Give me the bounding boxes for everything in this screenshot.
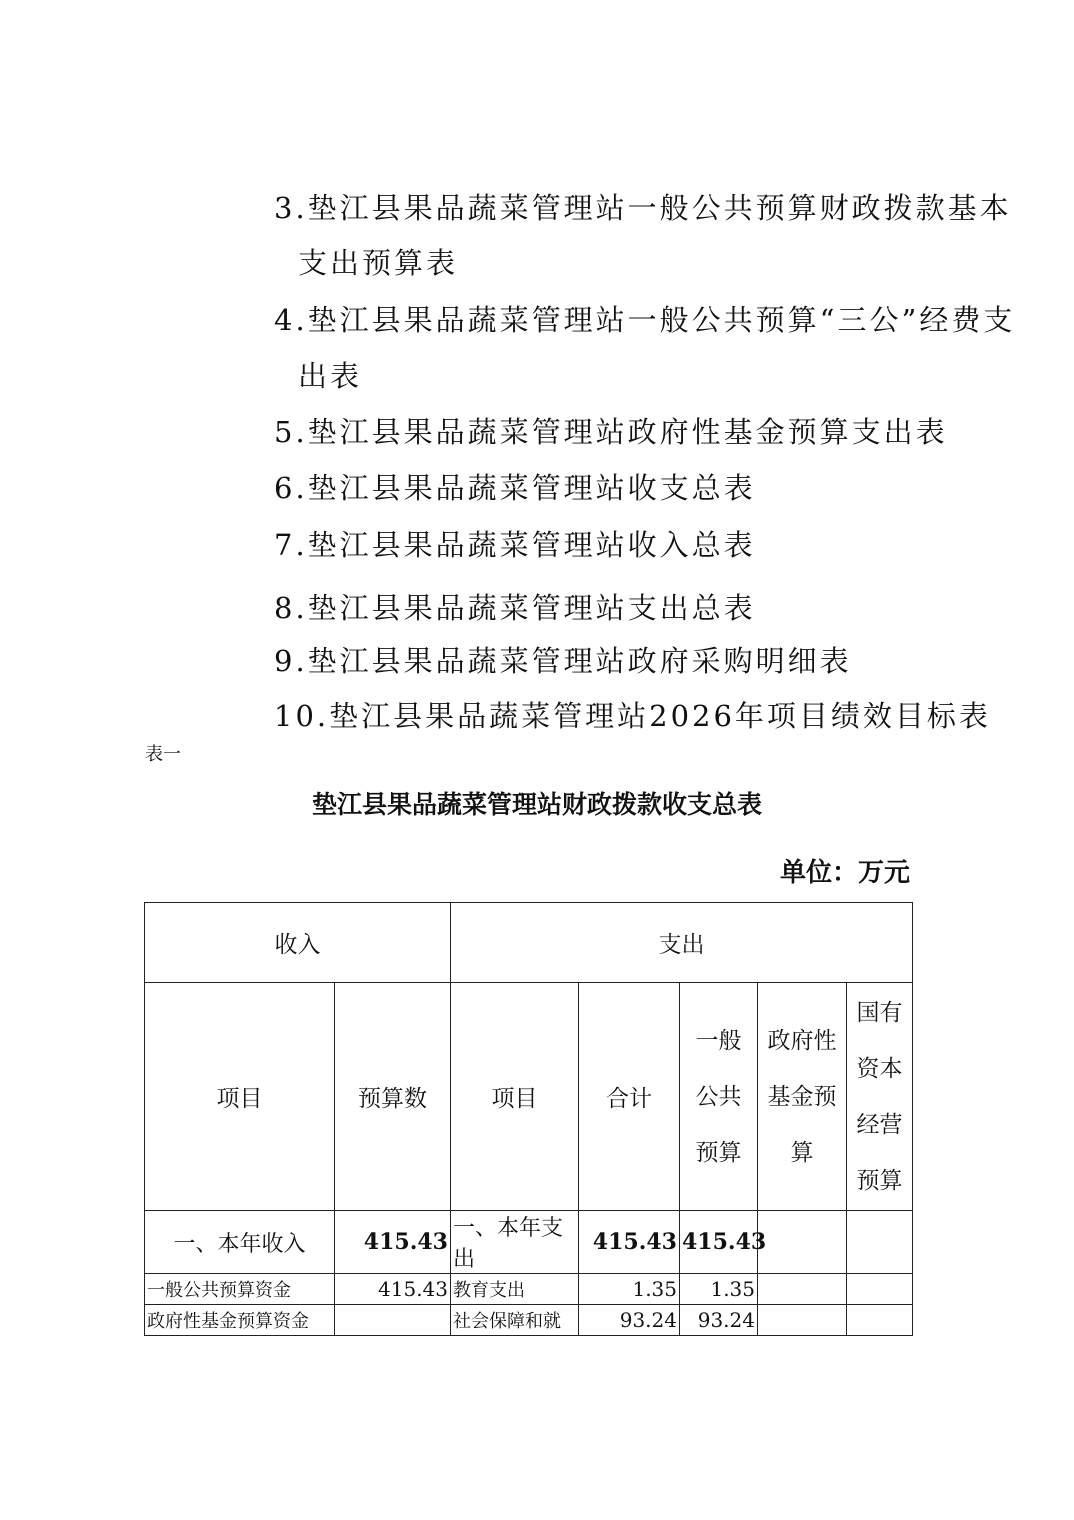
cell-out-item: 教育支出 xyxy=(451,1274,579,1305)
cell-general: 1.35 xyxy=(680,1274,758,1305)
cell-budget: 415.43 xyxy=(335,1274,451,1305)
cell-general: 93.24 xyxy=(680,1305,758,1336)
list-item: 8.垫江县果品蔬菜管理站支出总表 xyxy=(274,591,756,625)
table-row xyxy=(145,1211,913,1274)
header-total: 合计 xyxy=(579,983,680,1211)
cell-budget xyxy=(335,1305,451,1336)
header-gov-fund xyxy=(758,983,847,1211)
list-item: 6.垫江县果品蔬菜管理站收支总表 xyxy=(274,471,756,505)
table-row xyxy=(145,1274,913,1305)
header-text: 预算 xyxy=(695,1139,742,1166)
cell-general: 415.43 xyxy=(680,1211,758,1274)
list-item: 4.垫江县果品蔬菜管理站一般公共预算“三公”经费支 xyxy=(274,303,1016,337)
table-row xyxy=(145,1305,913,1336)
cell-fund xyxy=(758,1211,847,1274)
header-state-capital xyxy=(847,983,913,1211)
list-item: 7.垫江县果品蔬菜管理站收入总表 xyxy=(274,528,756,562)
table-title: 垫江县果品蔬菜管理站财政拨款收支总表 xyxy=(311,790,762,819)
cell-out-item: 社会保障和就 xyxy=(451,1305,579,1336)
header-text: 一般 xyxy=(695,1027,742,1054)
cell-in-item: 一、本年收入 xyxy=(145,1211,335,1274)
cell-fund xyxy=(758,1274,847,1305)
header-text: 算 xyxy=(790,1139,814,1166)
header-text: 公共 xyxy=(695,1083,742,1110)
list-item: 9.垫江县果品蔬菜管理站政府采购明细表 xyxy=(274,644,852,678)
list-item: 10.垫江县果品蔬菜管理站2026年项目绩效目标表 xyxy=(274,699,991,733)
header-text: 预算 xyxy=(856,1167,903,1194)
cell-in-item: 政府性基金预算资金 xyxy=(145,1305,335,1336)
table-label: 表一 xyxy=(145,744,181,765)
header-text: 政府性 xyxy=(767,1027,837,1054)
cell-budget: 415.43 xyxy=(335,1211,451,1274)
cell-total: 1.35 xyxy=(579,1274,680,1305)
cell-total: 415.43 xyxy=(579,1211,680,1274)
header-text: 经营 xyxy=(856,1111,903,1138)
table-column-header xyxy=(145,983,913,1211)
list-item: 5.垫江县果品蔬菜管理站政府性基金预算支出表 xyxy=(274,415,948,449)
header-text: 国有 xyxy=(856,999,903,1026)
table-group-header xyxy=(145,903,913,983)
header-general-budget xyxy=(680,983,758,1211)
budget-table xyxy=(144,902,913,1336)
cell-out-item: 一、本年支出 xyxy=(451,1211,579,1274)
header-text: 基金预 xyxy=(767,1083,837,1110)
list-item: 3.垫江县果品蔬菜管理站一般公共预算财政拨款基本 xyxy=(274,191,1012,225)
cell-state xyxy=(847,1274,913,1305)
list-item-continuation: 支出预算表 xyxy=(298,246,459,280)
header-expense: 支出 xyxy=(451,903,913,983)
cell-state xyxy=(847,1211,913,1274)
cell-total: 93.24 xyxy=(579,1305,680,1336)
list-item-continuation: 出表 xyxy=(298,359,363,393)
unit-label: 单位：万元 xyxy=(779,858,910,888)
cell-fund xyxy=(758,1305,847,1336)
header-expense-item: 项目 xyxy=(451,983,579,1211)
header-budget: 预算数 xyxy=(335,983,451,1211)
header-income: 收入 xyxy=(145,903,451,983)
header-income-item: 项目 xyxy=(145,983,335,1211)
cell-state xyxy=(847,1305,913,1336)
cell-in-item: 一般公共预算资金 xyxy=(145,1274,335,1305)
header-text: 资本 xyxy=(856,1055,903,1082)
